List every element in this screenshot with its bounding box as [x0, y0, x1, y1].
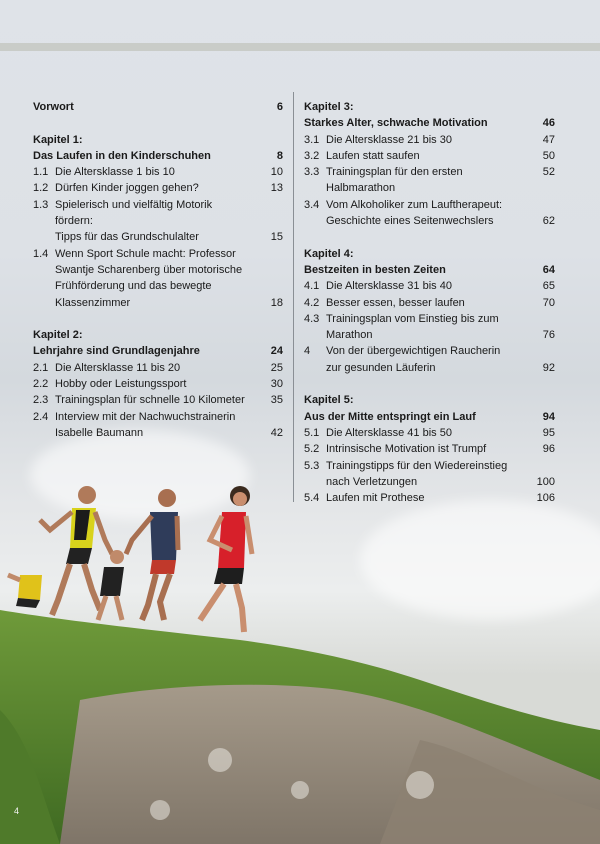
entry-number: 5.1: [304, 426, 320, 439]
chapter-title-row[interactable]: [33, 148, 283, 164]
toc-page-number: 30: [270, 378, 283, 391]
toc-page-number: 15: [270, 231, 283, 244]
column-divider: [293, 92, 294, 502]
toc-page-number: 13: [270, 182, 283, 195]
entry-number: 1.1: [33, 166, 49, 179]
toc-entry[interactable]: [304, 490, 555, 506]
toc-entry-continued[interactable]: [304, 474, 555, 490]
entry-text: Frühförderung und das bewegte: [55, 280, 212, 293]
chapter-title-row[interactable]: [304, 115, 555, 131]
toc-page-number: 42: [270, 426, 283, 439]
entry-text: Die Altersklasse 41 bis 50: [326, 426, 452, 439]
entry-text: Besser essen, besser laufen: [326, 296, 465, 309]
toc-entry[interactable]: [33, 409, 283, 425]
toc-vorwort-label: Vorwort: [33, 101, 74, 113]
toc-entry-continued[interactable]: [33, 425, 283, 441]
runners-group: [0, 480, 270, 640]
toc-entry[interactable]: [33, 376, 283, 392]
chapter-number: Kapitel 2:: [33, 329, 83, 342]
toc-page-number: 76: [542, 329, 555, 342]
toc-left-column: [33, 99, 283, 441]
toc-entry[interactable]: [304, 197, 555, 213]
entry-text: Klassenzimmer: [55, 296, 131, 309]
entry-number: 3.4: [304, 198, 320, 211]
toc-entry[interactable]: [33, 360, 283, 376]
entry-text: Intrinsische Motivation ist Trumpf: [326, 443, 487, 456]
chapter-title-row[interactable]: [33, 343, 283, 359]
toc-entry[interactable]: [304, 425, 555, 441]
toc-entry[interactable]: [33, 197, 283, 230]
chapter-title: Aus der Mitte entspringt ein Lauf: [304, 410, 476, 423]
chapter-heading: [304, 246, 555, 262]
toc-page-number: 50: [542, 149, 555, 162]
entry-text: nach Verletzungen: [326, 475, 418, 488]
entry-text: Swantje Scharenberg über motorische: [55, 263, 243, 276]
toc-page-number: 24: [270, 345, 283, 358]
toc-entry-continued[interactable]: [33, 262, 283, 278]
toc-entry-continued[interactable]: [33, 295, 283, 311]
entry-text: Marathon: [326, 329, 373, 342]
chapter-number: Kapitel 1:: [33, 133, 83, 146]
chapter-number: Kapitel 5:: [304, 394, 354, 407]
chapter-number: Kapitel 3:: [304, 101, 354, 113]
entry-text: Dürfen Kinder joggen gehen?: [55, 182, 199, 195]
toc-page-number: 92: [542, 361, 555, 374]
toc-page-number: 64: [542, 263, 555, 276]
runner-small-child: [8, 575, 42, 608]
toc-entry[interactable]: [304, 164, 555, 197]
runner-child: [98, 550, 124, 620]
toc-entry[interactable]: [33, 246, 283, 262]
entry-number: 4.1: [304, 280, 320, 293]
entry-number: 2.1: [33, 361, 49, 374]
runner-red: [200, 486, 252, 632]
entry-text: Isabelle Baumann: [55, 426, 144, 439]
chapter-heading: [33, 327, 283, 343]
entry-text: Hobby oder Leistungssport: [55, 378, 187, 391]
entry-text: Geschichte eines Seitenwechslers: [326, 215, 494, 228]
chapter-title: Starkes Alter, schwache Motivation: [304, 117, 488, 130]
toc-page-number: 25: [270, 361, 283, 374]
toc-page-number: 6: [276, 101, 283, 113]
toc-page-number: 96: [542, 443, 555, 456]
entry-number: 2.4: [33, 410, 49, 423]
toc-entry[interactable]: [304, 295, 555, 311]
chapter-heading: [33, 132, 283, 148]
toc-page-number: 46: [542, 117, 555, 130]
chapter-title: Lehrjahre sind Grundlagenjahre: [33, 345, 200, 358]
toc-entry[interactable]: [304, 441, 555, 457]
entry-text: Vom Alkoholiker zum Lauftherapeut:: [326, 198, 503, 211]
entry-text: Von der übergewichtigen Raucherin: [326, 345, 501, 358]
entry-number: 3.3: [304, 166, 320, 179]
entry-text: Die Altersklasse 31 bis 40: [326, 280, 452, 293]
toc-entry-continued[interactable]: [304, 360, 555, 376]
entry-number: 4: [304, 345, 311, 358]
toc-entry[interactable]: [33, 392, 283, 408]
toc-page-number: 65: [542, 280, 555, 293]
entry-number: 1.2: [33, 182, 49, 195]
entry-text: Tipps für das Grundschulalter: [55, 231, 199, 244]
toc-page-number: 106: [536, 492, 555, 505]
entry-text: Spielerisch und vielfältig Motorik fördern:: [55, 198, 213, 228]
entry-number: 4.3: [304, 312, 320, 325]
entry-number: 5.4: [304, 492, 320, 505]
entry-text: Wenn Sport Schule macht: Professor: [55, 247, 236, 260]
entry-text: Trainingsplan für den ersten Halbmarathon: [326, 166, 463, 195]
entry-number: 3.2: [304, 149, 320, 162]
toc-page-number: 10: [270, 166, 283, 179]
toc-page-number: 52: [542, 166, 555, 179]
chapter-title-row[interactable]: [304, 409, 555, 425]
entry-number: 3.1: [304, 133, 320, 146]
toc-entry[interactable]: [304, 458, 555, 474]
toc-page-number: 94: [542, 410, 555, 423]
chapter-heading: [304, 392, 555, 408]
runner-navy: [126, 489, 178, 620]
top-band: [0, 43, 600, 51]
toc-page-number: 95: [542, 426, 555, 439]
toc-entry[interactable]: [304, 343, 555, 359]
toc-entry[interactable]: [304, 278, 555, 294]
toc-entry[interactable]: [304, 148, 555, 164]
entry-text: Laufen statt saufen: [326, 149, 420, 162]
entry-number: 5.3: [304, 459, 320, 472]
entry-text: Die Altersklasse 21 bis 30: [326, 133, 452, 146]
toc-entry-continued[interactable]: [33, 229, 283, 245]
toc-page-number: 35: [270, 394, 283, 407]
toc-page-number: 47: [542, 133, 555, 146]
toc-entry[interactable]: [304, 311, 555, 327]
entry-number: 1.3: [33, 198, 49, 211]
toc-vorwort[interactable]: [33, 99, 283, 115]
page-number: 4: [14, 806, 20, 816]
chapter-title: Das Laufen in den Kinderschuhen: [33, 149, 211, 162]
entry-text: Die Altersklasse 1 bis 10: [55, 166, 175, 179]
toc-page-number: 8: [276, 149, 283, 162]
entry-number: 2.2: [33, 378, 49, 391]
toc-page-number: 18: [270, 296, 283, 309]
entry-number: 5.2: [304, 443, 320, 456]
entry-text: Trainingstipps für den Wiedereinstieg: [326, 459, 508, 472]
chapter-heading: [304, 99, 555, 115]
toc-page-number: 70: [542, 296, 555, 309]
chapter-title: Bestzeiten in besten Zeiten: [304, 263, 446, 276]
toc-entry-continued[interactable]: [304, 327, 555, 343]
entry-text: Interview mit der Nachwuchstrainerin: [55, 410, 236, 423]
entry-number: 1.4: [33, 247, 49, 260]
toc-entry[interactable]: [33, 164, 283, 180]
toc-right-column: [304, 99, 555, 506]
entry-text: Trainingsplan vom Einstieg bis zum: [326, 312, 499, 325]
entry-text: Die Altersklasse 11 bis 20: [55, 361, 181, 374]
entry-number: 4.2: [304, 296, 320, 309]
toc-entry[interactable]: [33, 180, 283, 196]
entry-text: Trainingsplan für schnelle 10 Kilometer: [55, 394, 245, 407]
entry-text: zur gesunden Läuferin: [326, 361, 436, 374]
entry-number: 2.3: [33, 394, 49, 407]
toc-entry[interactable]: [304, 132, 555, 148]
toc-page-number: 62: [542, 215, 555, 228]
chapter-number: Kapitel 4:: [304, 247, 354, 260]
chapter-title-row[interactable]: [304, 262, 555, 278]
toc-page-number: 100: [536, 475, 555, 488]
toc-entry-continued[interactable]: [33, 278, 283, 294]
toc-entry-continued[interactable]: [304, 213, 555, 229]
entry-text: Laufen mit Prothese: [326, 492, 425, 505]
